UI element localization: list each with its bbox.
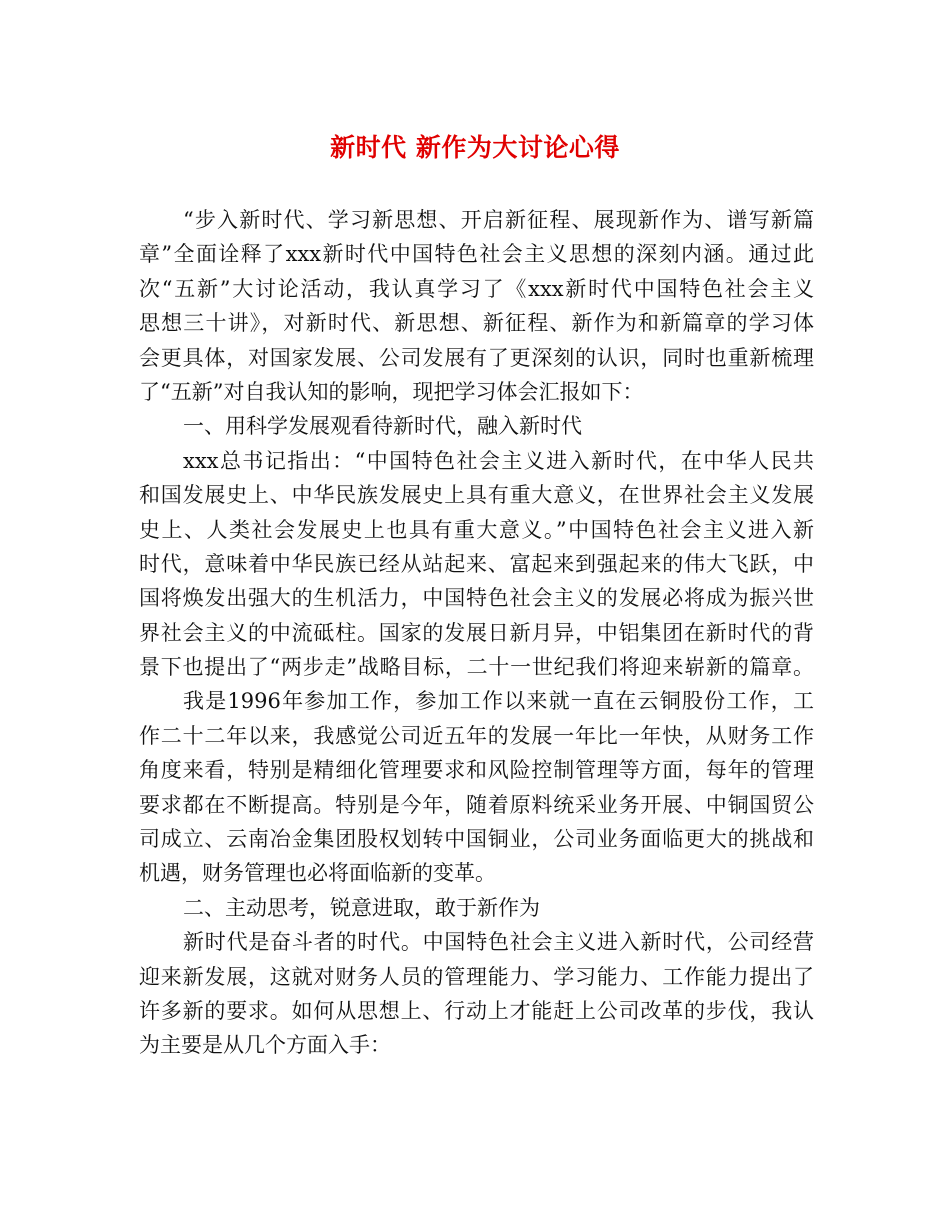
text-line: 新时代是奋斗者的时代。中国特色社会主义进入新时代，公司经营 — [183, 930, 814, 955]
text-line: 为主要是从几个方面入手： — [139, 1033, 391, 1058]
text-line: 国将焕发出强大的生机活力，中国特色社会主义的发展必将成为振兴世 — [139, 586, 814, 611]
text-line: 次“五新”大讨论活动，我认真学习了《xxx新时代中国特色社会主义 — [139, 276, 814, 301]
text-line: 我是1996年参加工作，参加工作以来就一直在云铜股份工作，工 — [183, 689, 814, 714]
text-line: xxx总书记指出：“中国特色社会主义进入新时代，在中华人民共 — [183, 448, 814, 473]
text-line: 和国发展史上、中华民族发展史上具有重大意义，在世界社会主义发展 — [139, 483, 814, 508]
text-line: “步入新时代、学习新思想、开启新征程、展现新作为、谱写新篇 — [183, 208, 814, 232]
text-line: 会更具体，对国家发展、公司发展有了更深刻的认识，同时也重新梳理 — [139, 345, 814, 370]
text-line: 史上、人类社会发展史上也具有重大意义。”中国特色社会主义进入新 — [139, 517, 814, 542]
text-line: 作二十二年以来，我感觉公司近五年的发展一年比一年快，从财务工作 — [139, 723, 814, 748]
text-line: 迎来新发展，这就对财务人员的管理能力、学习能力、工作能力提出了 — [139, 964, 814, 989]
text-line: 机遇，财务管理也必将面临新的变革。 — [139, 861, 496, 886]
document-body — [139, 203, 814, 1063]
text-line: 界社会主义的中流砥柱。国家的发展日新月异，中铝集团在新时代的背 — [139, 620, 814, 645]
text-line: 司成立、云南冶金集团股权划转中国铜业，公司业务面临更大的挑战和 — [139, 827, 814, 852]
text-line: 要求都在不断提高。特别是今年，随着原料统采业务开展、中铜国贸公 — [139, 792, 814, 817]
text-line: 章”全面诠释了xxx新时代中国特色社会主义思想的深刻内涵。通过此 — [139, 242, 814, 267]
section-heading: 一、用科学发展观看待新时代，融入新时代 — [183, 414, 582, 439]
text-line: 景下也提出了“两步走”战略目标，二十一世纪我们将迎来崭新的篇章。 — [139, 655, 814, 680]
text-line: 角度来看，特别是精细化管理要求和风险控制管理等方面，每年的管理 — [139, 758, 814, 783]
text-line: 思想三十讲》，对新时代、新思想、新征程、新作为和新篇章的学习体 — [139, 311, 814, 336]
document-title: 新时代 新作为大讨论心得 — [330, 133, 620, 162]
section-heading: 二、主动思考，锐意进取，敢于新作为 — [183, 895, 540, 920]
text-line: 了“五新”对自我认知的影响，现把学习体会汇报如下： — [139, 379, 644, 404]
text-line: 时代，意味着中华民族已经从站起来、富起来到强起来的伟大飞跃，中 — [139, 551, 814, 576]
text-line: 许多新的要求。如何从思想上、行动上才能赶上公司改革的步伐，我认 — [139, 998, 814, 1023]
